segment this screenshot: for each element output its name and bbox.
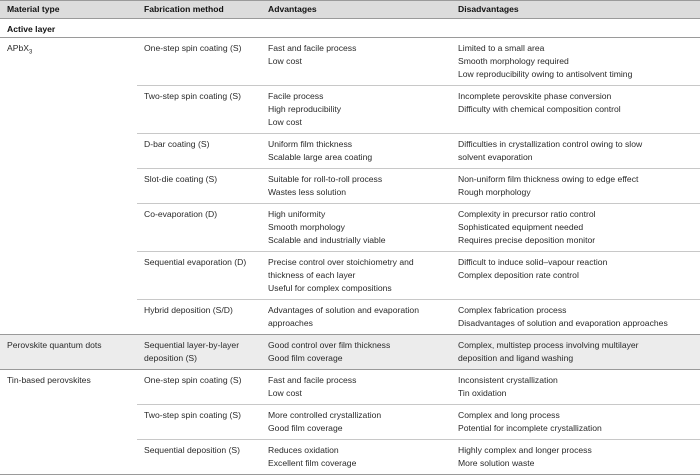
table-row [0,405,700,440]
table-row [0,86,700,134]
disadvantages-cell: Sophisticated equipment needed [458,222,584,232]
method-cell: Sequential deposition (S) [144,445,241,455]
method-cell: Sequential evaporation (D) [144,257,247,267]
disadvantages-cell: Tin oxidation [458,388,507,398]
disadvantages-cell: Smooth morphology required [458,56,569,66]
advantages-cell: Facile process [268,91,324,101]
header-rule [0,18,700,19]
method-cell: Hybrid deposition (S/D) [144,305,233,315]
top-rule [0,0,700,1]
material-type-label: Tin-based perovskites [7,375,91,385]
disadvantages-cell: Highly complex and longer process [458,445,592,455]
table-row [0,300,700,335]
method-cell: Two-step spin coating (S) [144,91,241,101]
advantages-cell: Low cost [268,117,302,127]
section-label: Active layer [7,24,56,34]
advantages-cell: Precise control over stoichiometry and [268,257,414,267]
advantages-cell: Good control over film thickness [268,340,391,350]
advantages-cell: Low cost [268,388,302,398]
disadvantages-cell: Non-uniform film thickness owing to edge effect [458,174,639,184]
method-cell: Slot-die coating (S) [144,174,218,184]
method-cell: deposition (S) [144,353,198,363]
advantages-cell: Useful for complex compositions [268,283,392,293]
disadvantages-cell: Complex fabrication process [458,305,567,315]
advantages-cell: Suitable for roll-to-roll process [268,174,383,184]
disadvantages-cell: Potential for incomplete crystallization [458,423,602,433]
method-cell: One-step spin coating (S) [144,375,242,385]
header-advantages: Advantages [268,4,317,14]
advantages-cell: Fast and facile process [268,43,357,53]
table-row [0,38,700,86]
material-subscript: 3 [28,49,33,56]
method-cell: Sequential layer-by-layer [144,340,240,350]
material-type-label: APbX$_3$ [7,43,33,56]
header-fabrication-method: Fabrication method [144,4,224,14]
disadvantages-cell: Requires precise deposition monitor [458,235,596,245]
advantages-cell: Uniform film thickness [268,139,353,149]
advantages-cell: Scalable and industrially viable [268,235,386,245]
advantages-cell: Reduces oxidation [268,445,339,455]
table-row [0,335,700,370]
disadvantages-cell: Rough morphology [458,187,531,197]
disadvantages-cell: Limited to a small area [458,43,545,53]
disadvantages-cell: Difficult to induce solid–vapour reaction [458,257,608,267]
table-header-row [0,0,700,18]
advantages-cell: approaches [268,318,313,328]
disadvantages-cell: Difficulties in crystallization control owing to slow [458,139,643,149]
table-row [0,370,700,405]
method-cell: One-step spin coating (S) [144,43,242,53]
advantages-cell: High reproducibility [268,104,342,114]
disadvantages-cell: More solution waste [458,458,535,468]
table-row [0,134,700,169]
disadvantages-cell: Complex deposition rate control [458,270,579,280]
advantages-cell: High uniformity [268,209,326,219]
disadvantages-cell: Low reproducibility owing to antisolvent timing [458,69,633,79]
table-row [0,204,700,252]
method-cell: Co-evaporation (D) [144,209,218,219]
material-type-label: Perovskite quantum dots [7,340,102,350]
advantages-cell: Smooth morphology [268,222,345,232]
table-row [0,169,700,204]
section-row-active-layer [0,19,700,37]
disadvantages-cell: Inconsistent crystallization [458,375,558,385]
advantages-cell: Advantages of solution and evaporation [268,305,419,315]
disadvantages-cell: Complex, multistep process involving multilayer [458,340,639,350]
method-cell: D-bar coating (S) [144,139,210,149]
advantages-cell: Wastes less solution [268,187,347,197]
disadvantages-cell: Complexity in precursor ratio control [458,209,596,219]
disadvantages-cell: Complex and long process [458,410,560,420]
advantages-cell: More controlled crystallization [268,410,382,420]
advantages-cell: thickness of each layer [268,270,356,280]
disadvantages-cell: Difficulty with chemical composition control [458,104,621,114]
method-cell: Two-step spin coating (S) [144,410,241,420]
table-row [0,440,700,475]
disadvantages-cell: deposition and ligand washing [458,353,574,363]
advantages-cell: Scalable large area coating [268,152,373,162]
disadvantages-cell: solvent evaporation [458,152,533,162]
advantages-cell: Good film coverage [268,423,343,433]
advantages-cell: Good film coverage [268,353,343,363]
advantages-cell: Fast and facile process [268,375,357,385]
advantages-cell: Low cost [268,56,302,66]
disadvantages-cell: Disadvantages of solution and evaporation approaches [458,318,668,328]
table-row [0,252,700,300]
advantages-cell: Excellent film coverage [268,458,357,468]
disadvantages-cell: Incomplete perovskite phase conversion [458,91,612,101]
header-disadvantages: Disadvantages [458,4,519,14]
header-material-type: Material type [7,4,60,14]
